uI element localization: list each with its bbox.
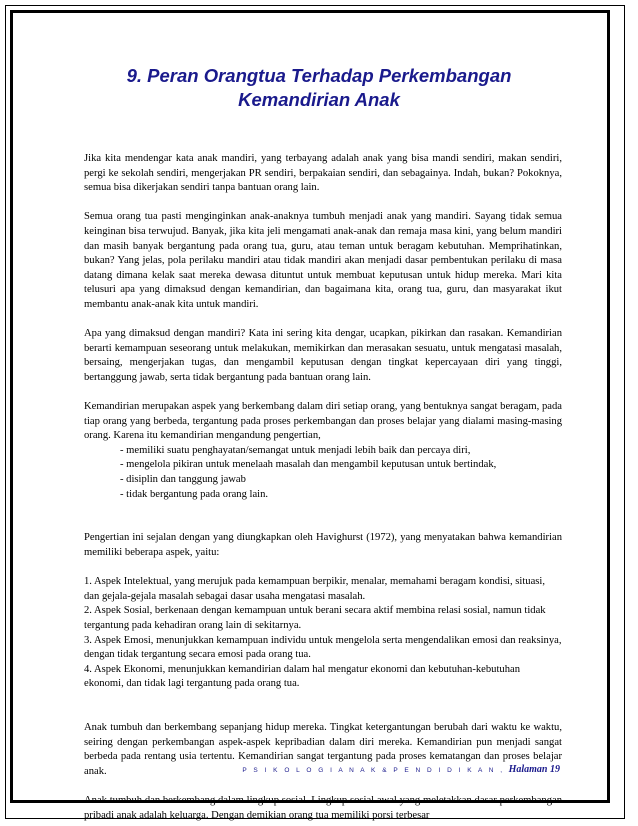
page-number: Halaman 19 xyxy=(508,764,560,775)
list-item: 1. Aspek Intelektual, yang merujuk pada kemampuan berpikir, menalar, memahami beragam kondisi, situasi, dan gejala-gejala masalah sebagai dasar usaha mengatasi masalah. xyxy=(84,576,546,602)
spacer xyxy=(84,707,562,722)
definition-list xyxy=(84,444,562,502)
list-item: - memiliki suatu penghayatan/semangat untuk menjadi lebih baik dan percaya diri, xyxy=(120,444,471,456)
paragraph-1: Jika kita mendengar kata anak mandiri, yang terbayang adalah anak yang bisa mandi sendiri, makan sendiri, pergi ke sekolah sendiri, mengerjakan PR sendiri, berpakaian sendiri, dan sebagainya. Indah, bukan? Pokoknya, semua bisa dikerjakan sendiri tanpa bantuan orang lain. xyxy=(84,153,562,194)
list-item: 3. Aspek Emosi, menunjukkan kemampuan individu untuk mengelola serta mengendalikan emosi dan reaksinya, dengan tidak tergantung secara emosi pada orang tua. xyxy=(84,634,562,661)
list-item: 4. Aspek Ekonomi, menunjukkan kemandirian dalam hal mengatur ekonomi dan kebutuhan-kebutuhan ekonomi, dan tidak lagi tergantung pada orang tua. xyxy=(84,663,521,690)
paragraph-4: Kemandirian merupakan aspek yang berkembang dalam diri setiap orang, yang bentuknya sangat beragam, pada tiap orang yang berbeda, tergantung pada proses perkembangan dan proses belajar yang dialami masing-masing orang. Karena itu kemandirian mengandung pengertian, xyxy=(84,401,562,442)
title-line-2: Kemandirian Anak xyxy=(238,89,400,110)
page-title xyxy=(0,64,638,112)
list-item: - disiplin dan tanggung jawab xyxy=(120,474,246,486)
paragraph-5: Pengertian ini sejalan dengan yang diungkapkan oleh Havighurst (1972), yang menyatakan bahwa kemandirian memiliki beberapa aspek, yaitu: xyxy=(84,532,562,559)
journal-name: P S I K O L O G I A N A K & P E N D I D I K A N , xyxy=(242,767,505,774)
list-item: 2. Aspek Sosial, berkenaan dengan kemampuan untuk berani secara aktif membina relasi sosial, namun tidak tergantung pada kehadiran orang lain di sekitarnya. xyxy=(84,605,546,631)
paragraph-3: Apa yang dimaksud dengan mandiri? Kata ini sering kita dengar, ucapkan, pikirkan dan rasakan. Kemandirian berarti kemampuan seseorang untuk melakukan, memikirkan dan merasakan sesuatu, untuk mengatasi masalah, bersaing, mengerjakan tugas, dan mengambil keputusan dengan tingkat kepercayaan diri yang tinggi, bertanggung jawab, serta tidak bergantung pada bantuan orang lain. xyxy=(84,328,562,383)
paragraph-6: Anak tumbuh dan berkembang sepanjang hidup mereka. Tingkat ketergantungan berubah dari waktu ke waktu, seiring dengan perkembangan aspek-aspek kepribadian dalam diri mereka. Kemandirian pun menjadi sangat berbeda pada rentang usia tertentu. Kemandirian sangat tergantung pada proses kematangan dan proses belajar anak. xyxy=(84,722,562,777)
spacer xyxy=(84,517,562,532)
list-item: - tidak bergantung pada orang lain. xyxy=(120,488,269,500)
article-body xyxy=(84,152,562,823)
paragraph-7: Anak tumbuh dan berkembang dalam lingkup sosial. Lingkup sosial awal yang meletakkan dasar perkembangan pribadi anak adalah keluarga. Dengan demikian orang tua memiliki porsi terbesar xyxy=(84,795,562,821)
list-item: - mengelola pikiran untuk menelaah masalah dan mengambil keputusan untuk bertindak, xyxy=(120,459,497,471)
page-footer xyxy=(242,764,560,777)
title-line-1: 9. Peran Orangtua Terhadap Perkembangan xyxy=(126,65,512,86)
aspect-list xyxy=(84,575,562,692)
paragraph-2: Semua orang tua pasti menginginkan anak-anaknya tumbuh menjadi anak yang mandiri. Sayang tidak semua keinginan bisa terwujud. Banyak, jika kita jeli mengamati anak-anak dan remaja masa kini, yang belum mandiri dan masih banyak bergantung pada orang tua, guru, atau teman untuk beragam kebutuhan. Memprihatinkan, bukan? Yang jelas, pola perilaku mandiri atau tidak mandiri akan menjadi dasar pembentukan perilaku di masa datang dimana kelak saat mereka dewasa dituntut untuk membuat keputusan untuk hidup mereka. Mari kita telusuri apa yang dimaksud dengan kemandirian, dan bagaimana kita, orang tua, guru, dan masyarakat ikut membantu anak-anak kita untuk mandiri. xyxy=(84,211,562,310)
